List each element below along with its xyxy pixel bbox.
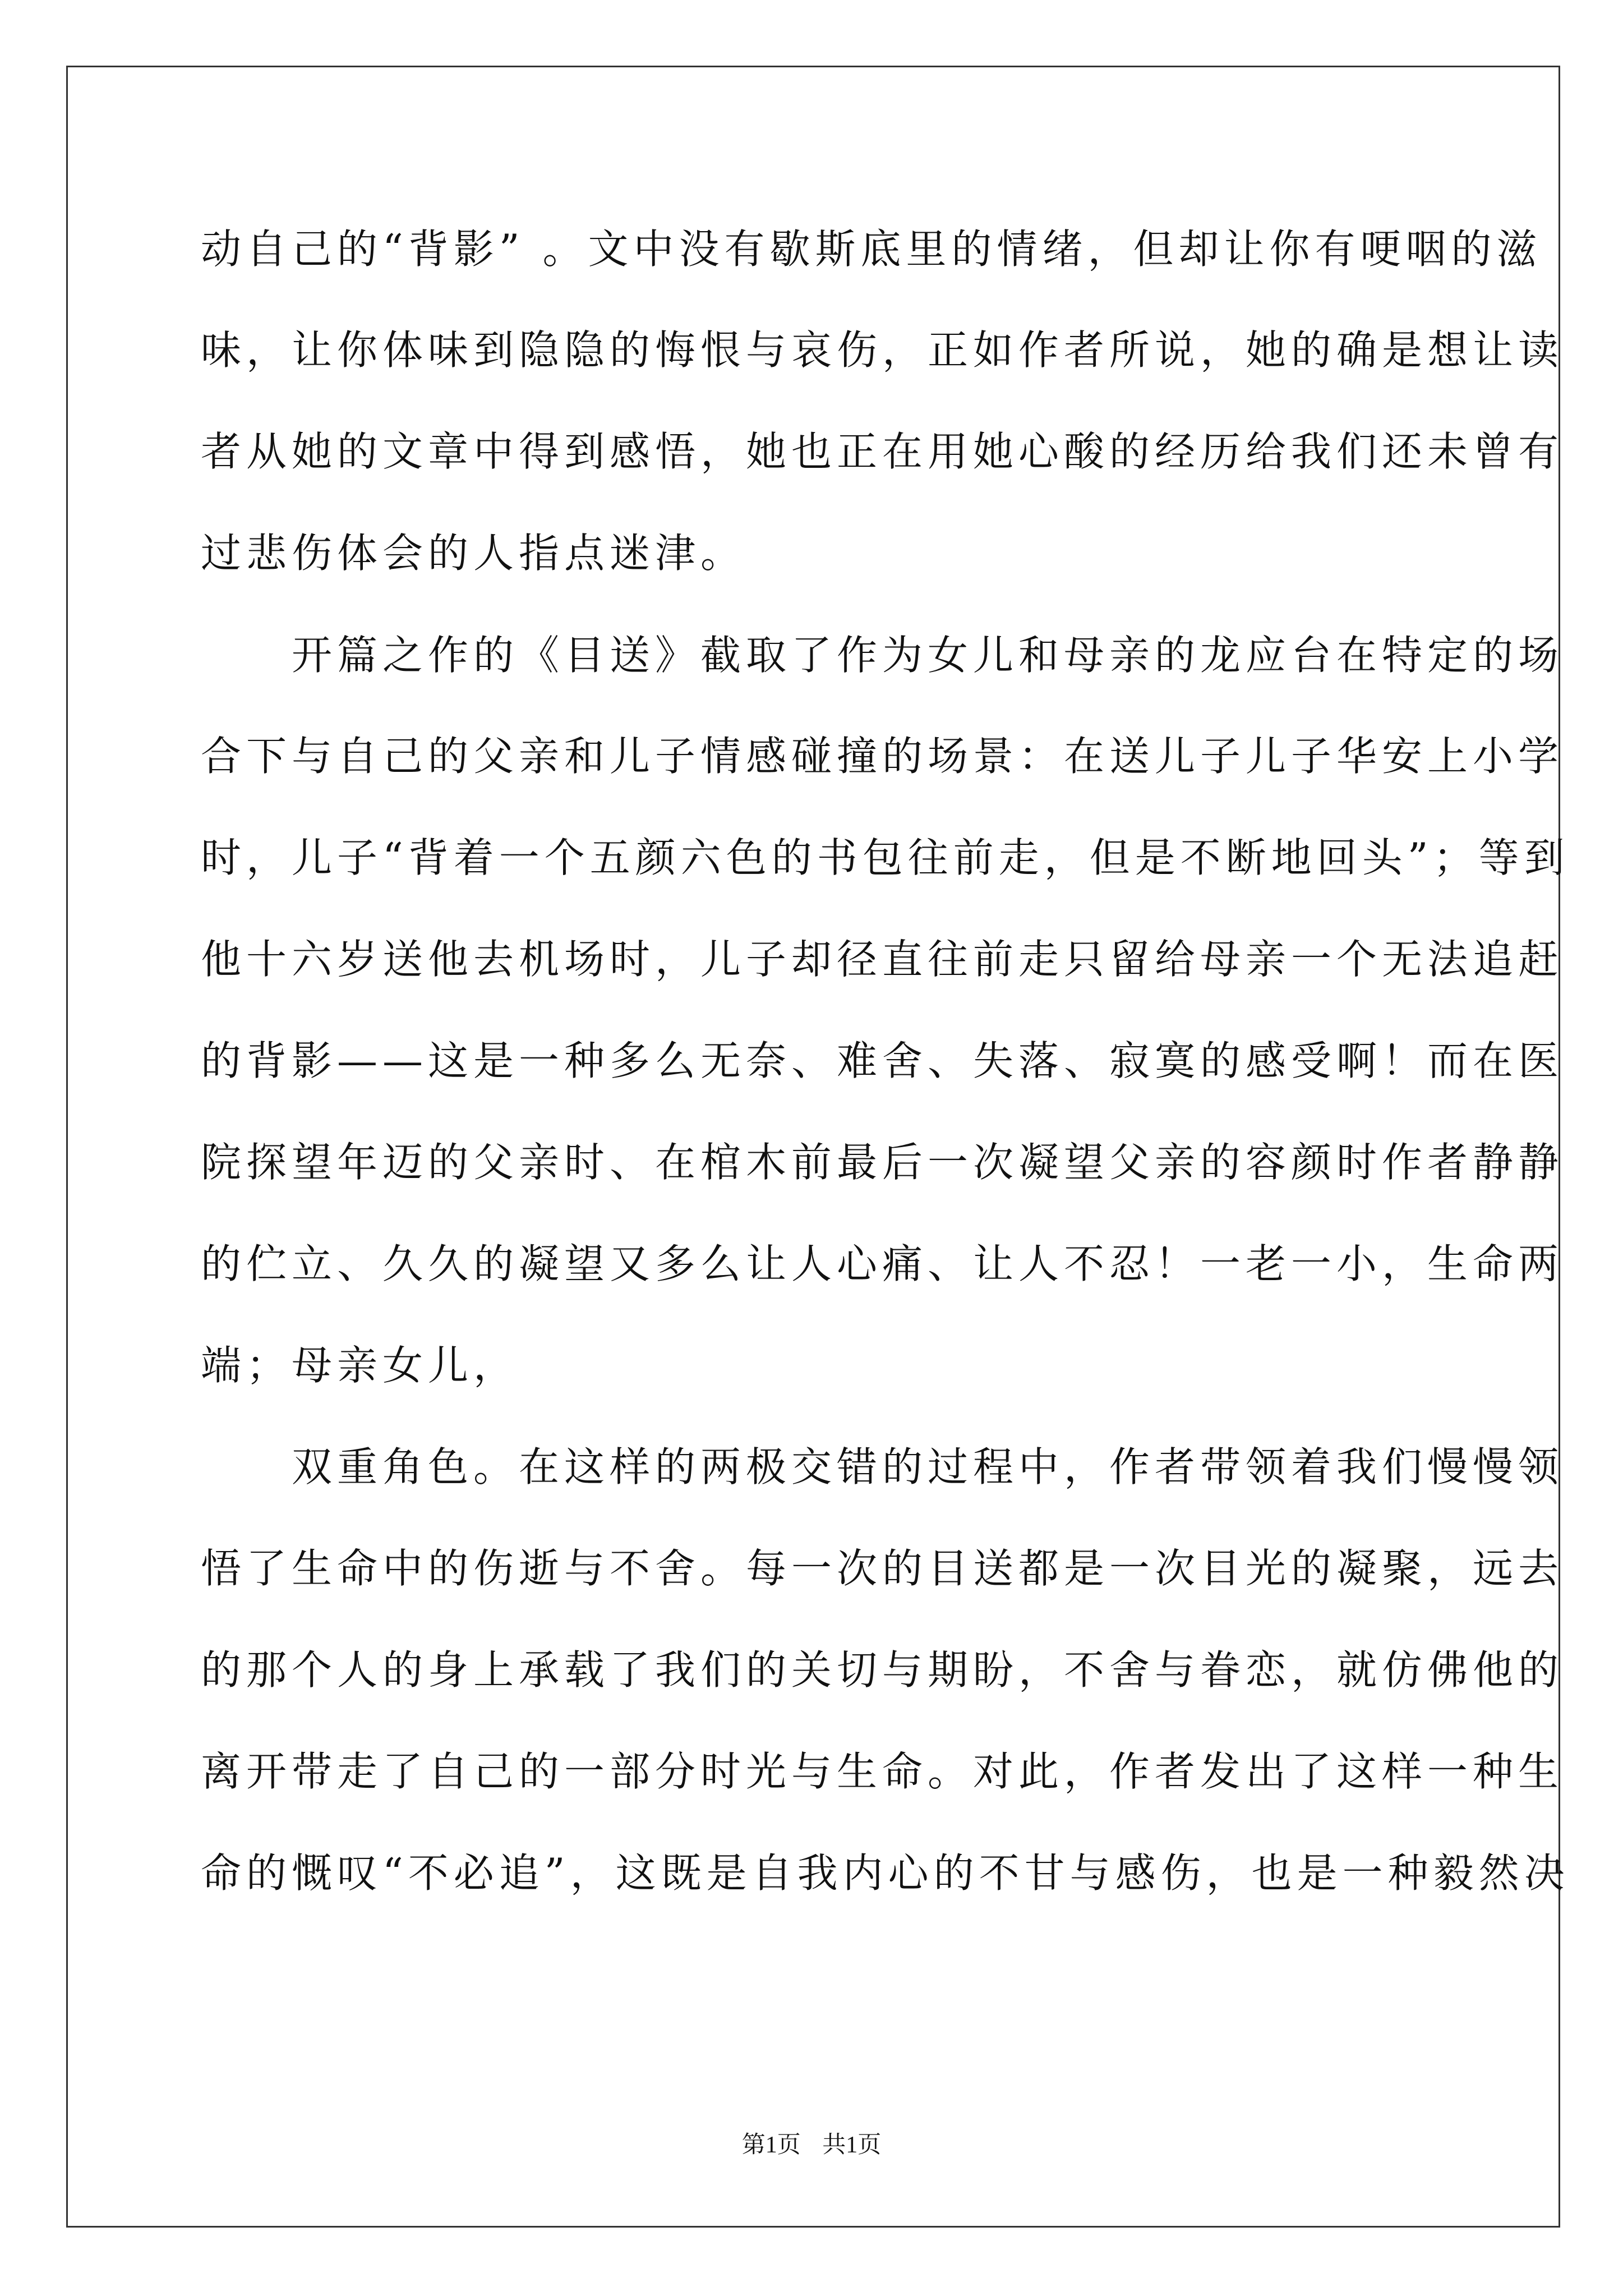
text-line: 他十六岁送他去机场时，儿子却径直往前走只留给母亲一个无法追赶 [201, 936, 1564, 983]
text-line: 合下与自己的父亲和儿子情感碰撞的场景：在送儿子儿子华安上小学 [201, 733, 1564, 780]
page-total: 共1页 [822, 2132, 882, 2158]
text-line: 开篇之作的《目送》截取了作为女儿和母亲的龙应台在特定的场 [201, 632, 1564, 679]
text-line: 味，让你体味到隐隐的悔恨与哀伤，正如作者所说，她的确是想让读 [201, 326, 1564, 374]
text-line: 离开带走了自己的一部分时光与生命。对此，作者发出了这样一种生 [201, 1748, 1564, 1795]
page-footer [0, 2133, 1623, 2157]
text-line: 端；母亲女儿， [201, 1342, 519, 1389]
text-line: 命的慨叹“不必追”，这既是自我内心的不甘与感伤，也是一种毅然决 [201, 1849, 1570, 1897]
text-line: 的那个人的身上承载了我们的关切与期盼，不舍与眷恋，就仿佛他的 [201, 1646, 1564, 1694]
text-line: 双重角色。在这样的两极交错的过程中，作者带领着我们慢慢领 [201, 1443, 1564, 1490]
text-line: 时，儿子“背着一个五颜六色的书包往前走，但是不断地回头”；等到 [201, 834, 1570, 881]
text-line: 动自己的“背影” 。文中没有歇斯底里的情绪，但却让你有哽咽的滋 [201, 226, 1542, 273]
text-line: 者从她的文章中得到感悟，她也正在用她心酸的经历给我们还未曾有 [201, 428, 1564, 475]
text-line: 的伫立、久久的凝望又多么让人心痛、让人不忍！一老一小，生命两 [201, 1240, 1564, 1287]
text-line: 过悲伤体会的人指点迷津。 [201, 530, 746, 577]
text-line: 悟了生命中的伤逝与不舍。每一次的目送都是一次目光的凝聚，远去 [201, 1545, 1564, 1592]
text-line: 院探望年迈的父亲时、在棺木前最后一次凝望父亲的容颜时作者静静 [201, 1139, 1564, 1186]
page-number: 第1页 [741, 2132, 801, 2158]
text-line: 的背影——这是一种多么无奈、难舍、失落、寂寞的感受啊！而在医 [201, 1037, 1564, 1084]
